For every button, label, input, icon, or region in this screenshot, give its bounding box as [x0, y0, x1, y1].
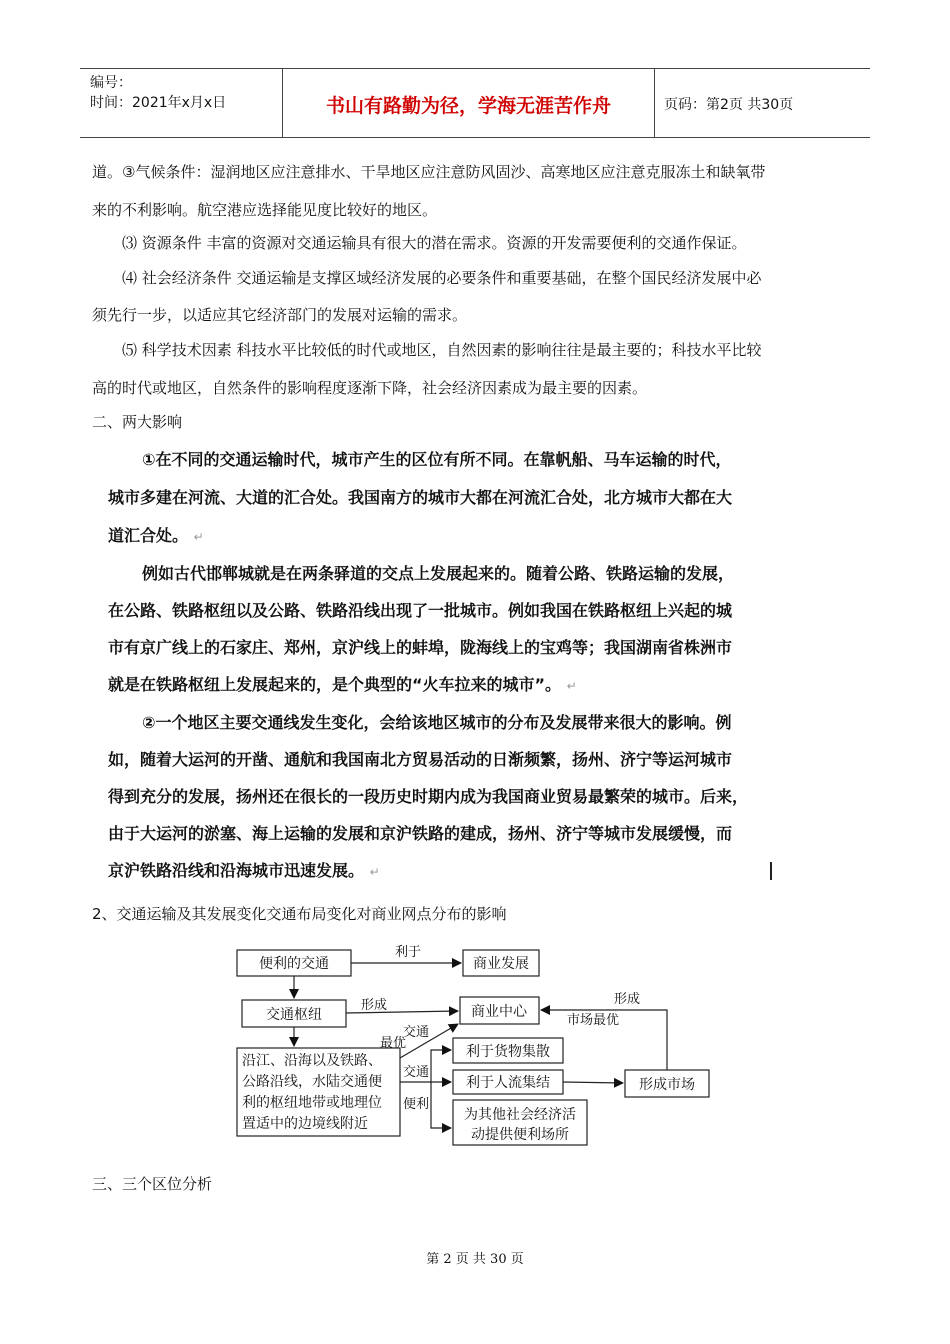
bold-line: ①在不同的交通运输时代，城市产生的区位有所不同。在靠帆船、马车运输的时代， — [142, 450, 732, 469]
box-people-gathering — [453, 1070, 563, 1094]
bold-line: 如，随着大运河的开凿、通航和我国南北方贸易活动的日渐频繁，扬州、济宁等运河城市 — [108, 750, 733, 769]
number-label: 编号： — [90, 75, 132, 91]
svg-text:利于货物集散: 利于货物集散 — [466, 1044, 550, 1060]
box-transport-hub — [242, 1000, 346, 1027]
paragraph-mark: ↵ — [369, 865, 380, 879]
paragraph-line: 道。③气候条件：湿润地区应注意排水、干旱地区应注意防风固沙、高寒地区应注意克服冻土和缺氧带 — [92, 163, 766, 181]
bold-line: 得到充分的发展，扬州还在很长的一段历史时期内成为我国商业贸易最繁荣的城市。后来， — [108, 787, 749, 806]
svg-text:利于人流集结: 利于人流集结 — [466, 1075, 550, 1091]
bold-line: 京沪铁路沿线和沿海城市迅速发展。 ↵ — [108, 861, 380, 880]
bold-line: ②一个地区主要交通线发生变化，会给该地区城市的分布及发展带来很大的影响。例 — [142, 713, 732, 732]
box-commercial-center — [460, 997, 539, 1024]
svg-text:公路沿线，水陆交通便: 公路沿线，水陆交通便 — [242, 1074, 382, 1090]
bold-line: 在公路、铁路枢纽以及公路、铁路沿线出现了一批城市。例如我国在铁路枢纽上兴起的城 — [108, 601, 733, 620]
svg-text:利的枢纽地带或地理位: 利的枢纽地带或地理位 — [242, 1095, 382, 1111]
svg-text:为其他社会经济活: 为其他社会经济活 — [464, 1107, 576, 1123]
paragraph-line: ⑸ 科学技术因素 科技水平比较低的时代或地区，自然因素的影响往往是最主要的；科技水平比较 — [122, 341, 762, 359]
label-form: 形成 — [614, 992, 641, 1007]
box-commerce-development — [463, 950, 539, 976]
paragraph-line: 须先行一步，以适应其它经济部门的发展对运输的需求。 — [92, 306, 468, 324]
box-other-activities — [453, 1100, 587, 1145]
bold-line: 就是在铁路枢纽上发展起来的，是个典型的“火车拉来的城市”。 ↵ — [108, 675, 577, 694]
page-footer: 第 2 页 共 30 页 — [426, 1252, 524, 1267]
label-best: 最优 — [380, 1036, 407, 1051]
header-page-label: 页码：第2页 共30页 — [664, 97, 794, 113]
bold-line: 市有京广线上的石家庄、郑州，京沪线上的蚌埠，陇海线上的宝鸡等；我国湖南省株洲市 — [108, 638, 733, 657]
box-location-description — [237, 1048, 400, 1136]
label-form: 形成 — [361, 998, 388, 1013]
section-heading: 三、三个区位分析 — [92, 1175, 213, 1193]
svg-text:动提供便利场所: 动提供便利场所 — [471, 1127, 569, 1143]
label-convenient: 便利 — [403, 1097, 430, 1112]
svg-text:商业发展: 商业发展 — [473, 956, 529, 972]
paragraph-line: ⑷ 社会经济条件 交通运输是支撑区域经济发展的必要条件和重要基础，在整个国民经济发展中必 — [122, 269, 762, 287]
paragraph-mark: ↵ — [193, 530, 204, 544]
svg-text:沿江、沿海以及铁路、: 沿江、沿海以及铁路、 — [242, 1053, 382, 1069]
paragraph-line: 来的不利影响。航空港应选择能见度比较好的地区。 — [92, 201, 438, 219]
header-motto: 书山有路勤为径，学海无涯苦作舟 — [325, 95, 611, 117]
page-header — [80, 68, 870, 138]
box-goods-distribution — [453, 1038, 563, 1063]
paragraph-mark: ↵ — [566, 679, 577, 693]
svg-text:商业中心: 商业中心 — [471, 1004, 527, 1020]
header-meta — [90, 73, 226, 113]
box-form-market — [625, 1070, 709, 1097]
header-divider — [654, 69, 655, 137]
label-traffic: 交通 — [403, 1025, 430, 1040]
label-market-best: 市场最优 — [567, 1013, 620, 1028]
paragraph-line: ⑶ 资源条件 丰富的资源对交通运输具有很大的潜在需求。资源的开发需要便利的交通作保证。 — [122, 234, 747, 252]
label-traffic: 交通 — [403, 1065, 430, 1080]
time-label: 时间：2021年x月x日 — [90, 95, 227, 111]
section-heading: 2、交通运输及其发展变化交通布局变化对商业网点分布的影响 — [92, 905, 507, 923]
svg-text:置适中的边境线附近: 置适中的边境线附近 — [242, 1116, 368, 1132]
svg-text:交通枢纽: 交通枢纽 — [266, 1007, 322, 1023]
paragraph-line: 高的时代或地区，自然条件的影响程度逐渐下降，社会经济因素成为最主要的因素。 — [92, 379, 648, 397]
flow-diagram — [225, 938, 715, 1153]
bold-line: 由于大运河的淤塞、海上运输的发展和京沪铁路的建成，扬州、济宁等城市发展缓慢，而 — [108, 824, 733, 843]
label-benefit: 利于 — [395, 945, 422, 960]
bold-line: 例如古代邯郸城就是在两条驿道的交点上发展起来的。随着公路、铁路运输的发展， — [142, 564, 735, 583]
bold-line: 道汇合处。 ↵ — [108, 526, 204, 545]
box-convenient-transport — [237, 950, 351, 976]
svg-text:便利的交通: 便利的交通 — [259, 956, 329, 972]
bold-line: 城市多建在河流、大道的汇合处。我国南方的城市大都在河流汇合处，北方城市大都在大 — [108, 488, 733, 507]
section-heading: 二、两大影响 — [92, 413, 183, 431]
svg-text:形成市场: 形成市场 — [639, 1077, 695, 1093]
text-cursor — [770, 862, 772, 880]
